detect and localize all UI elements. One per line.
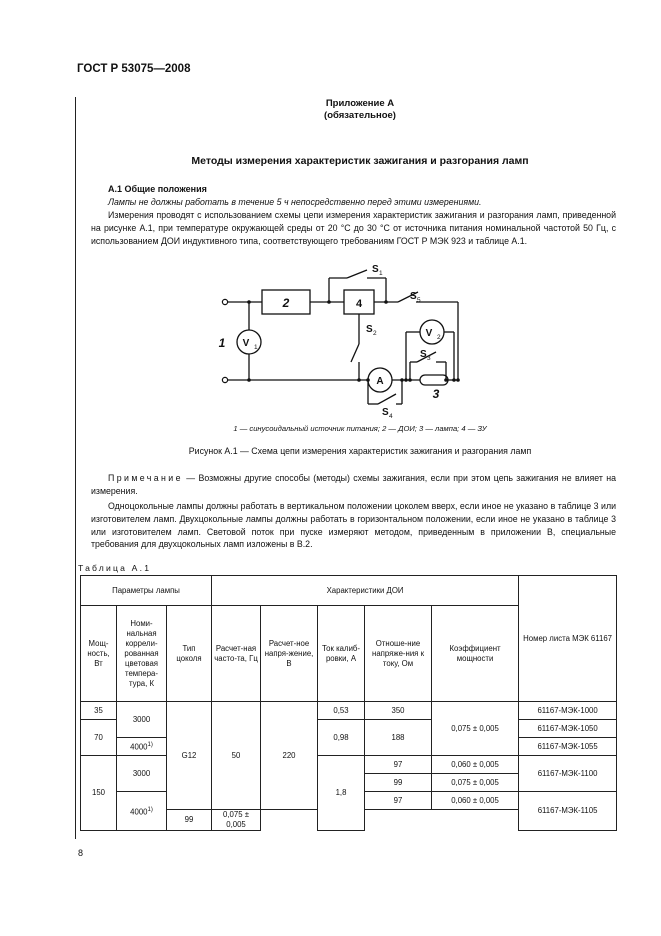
section-heading: А.1 Общие положения <box>108 184 207 194</box>
cell-sheet-1055: 61167-МЭК-1055 <box>519 738 617 756</box>
page-number: 8 <box>78 848 84 858</box>
figure-caption: Рисунок А.1 — Схема цепи измерения характеристик зажигания и разгорания ламп <box>188 446 532 456</box>
s3-label: S <box>420 349 427 360</box>
header-voltage: Расчет-ное напря-жение, В <box>261 606 318 702</box>
cell-voltage: 220 <box>261 702 318 810</box>
table-caption: Таблица А.1 <box>78 563 152 573</box>
note <box>91 472 616 498</box>
cell-pf-a: 0,075 ± 0,005 <box>432 702 519 756</box>
footnote-mark-b: 1) <box>147 806 153 813</box>
header-sheet-number: Номер листа МЭК 61167 <box>519 576 617 702</box>
s1-sub: 1 <box>379 270 383 277</box>
figure-legend: 1 — синусоидальный источник питания; 2 — ДОИ; 3 — лампа; 4 — ЗУ <box>233 424 487 433</box>
note-text: — Возможны другие способы (методы) схемы зажигания, если при этом цепь зажигания не влияет на измерения. <box>91 473 616 496</box>
cell-cct-4000-b: 4000$^{1)}$ <box>117 792 167 831</box>
cell-pf-e: 0,075 ± 0,005 <box>212 810 261 831</box>
label-1: 1 <box>218 336 226 350</box>
s2-label: S <box>366 324 373 335</box>
v1-sub: 1 <box>254 344 258 351</box>
cell-ratio-97-b: 97 <box>365 792 432 810</box>
label-4: 4 <box>355 298 363 310</box>
header-base: Тип цоколя <box>167 606 212 702</box>
header-lamp-params: Параметры лампы <box>81 576 212 606</box>
terminal-bottom <box>222 377 227 382</box>
cell-pf-d: 0,060 ± 0,005 <box>432 792 519 810</box>
cell-sheet-1105: 61167-МЭК-1105 <box>519 792 617 831</box>
cell-power-70: 70 <box>81 720 117 756</box>
cell-frequency: 50 <box>212 702 261 810</box>
v2-label: V <box>425 328 433 339</box>
s5-sub: 5 <box>417 297 421 304</box>
cell-ratio-97-a: 97 <box>365 756 432 774</box>
s4-label: S <box>382 407 389 418</box>
cell-cct-4000: 4000$^{1)}$ <box>117 738 167 756</box>
cell-ratio-99-b: 99 <box>167 810 212 831</box>
paragraph-2: Одноцокольные лампы должны работать в вертикальном положении цоколем вверх, если иное не указано в таблице 3 или изготовителем ламп. Двухцокольные лампы должны работать в горизонтальном положении, если иное не указано в таблице 3 или изготовителем ламп. Световой поток при пуске измеряют методом, приведенным в приложении В, специальные требования для двухцокольных ламп изложены в В.2. <box>91 501 616 550</box>
s3-sub: 3 <box>427 355 431 362</box>
paragraph-1: Измерения проводят с использованием схемы цепи измерения характеристик зажигания и разгорания ламп, приведенной на рисунке А.1, при температуре окружающей среды от 20 °С до 30 °С от источника питания номинальной частотой 50 Гц, с использованием ДОИ индуктивного типа, соответствующего требованиям ГОСТ Р МЭК 923 и таблице А.1. <box>91 210 616 246</box>
circuit-diagram <box>210 262 480 422</box>
switch-s2-blade <box>351 344 359 362</box>
header-power: Мощ-ность, Вт <box>81 606 117 702</box>
main-title: Методы измерения характеристик зажигания и разгорания ламп <box>191 155 529 167</box>
header-ballast-chars: Характеристики ДОИ <box>212 576 519 606</box>
data-table <box>80 575 617 831</box>
terminal-top <box>222 299 227 304</box>
appendix-status: (обязательное) <box>324 110 396 121</box>
label-3: 3 <box>432 387 440 401</box>
cell-current-18: 1,8 <box>318 756 365 831</box>
margin-line <box>75 97 76 839</box>
cell-sheet-1100: 61167-МЭК-1100 <box>519 756 617 792</box>
note-label: Примечание <box>108 473 183 483</box>
s2-sub: 2 <box>373 330 377 337</box>
footnote-mark: 1) <box>147 742 153 749</box>
cell-sheet-1050: 61167-МЭК-1050 <box>519 720 617 738</box>
s1-label: S <box>372 264 379 275</box>
cell-sheet-1000: 61167-МЭК-1000 <box>519 702 617 720</box>
cell-base: G12 <box>167 702 212 810</box>
cell-ratio-99-a: 99 <box>365 774 432 792</box>
s4-sub: 4 <box>389 413 393 420</box>
cell-current-098: 0,98 <box>318 720 365 756</box>
label-2: 2 <box>282 296 290 310</box>
lamp-symbol <box>420 375 448 385</box>
header-power-factor: Коэффициент мощности <box>432 606 519 702</box>
header-current: Ток калиб-ровки, А <box>318 606 365 702</box>
cell-pf-c: 0,075 ± 0,005 <box>432 774 519 792</box>
cell-cct-3000: 3000 <box>117 702 167 738</box>
v2-sub: 2 <box>437 334 441 341</box>
header-cct: Номи-нальная коррели-рованная цветовая темпера-тура, К <box>117 606 167 702</box>
cell-power-150: 150 <box>81 756 117 831</box>
header-ratio: Отноше-ние напряже-ния к току, Ом <box>365 606 432 702</box>
cell-ratio-350: 350 <box>365 702 432 720</box>
appendix-title: Приложение А <box>325 98 395 109</box>
appendix-heading <box>80 98 640 122</box>
cell-power-35: 35 <box>81 702 117 720</box>
header-frequency: Расчет-ная часто-та, Гц <box>212 606 261 702</box>
document-header: ГОСТ Р 53075—2008 <box>77 63 191 75</box>
cell-pf-b: 0,060 ± 0,005 <box>432 756 519 774</box>
cell-ratio-188: 188 <box>365 720 432 756</box>
s5-label: S <box>410 291 417 302</box>
a-label: A <box>376 376 384 387</box>
v1-label: V <box>242 338 250 349</box>
italic-paragraph: Лампы не должны работать в течение 5 ч непосредственно перед этими измерениями. <box>108 197 482 207</box>
switch-s1-blade <box>347 270 367 278</box>
switch-s4-blade <box>378 394 396 404</box>
cell-cct-3000-b: 3000 <box>117 756 167 792</box>
cell-current-053: 0,53 <box>318 702 365 720</box>
